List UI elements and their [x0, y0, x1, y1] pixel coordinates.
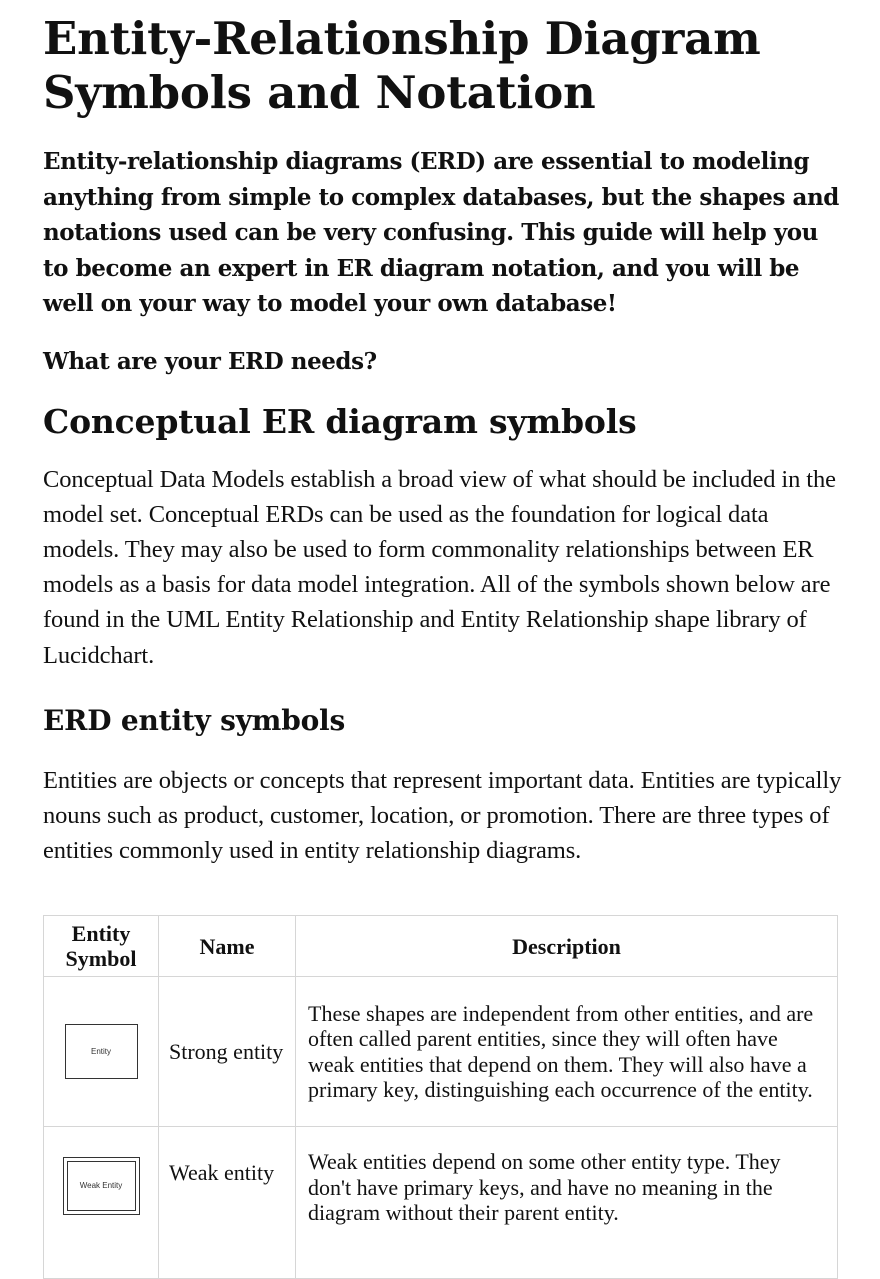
name-cell: Weak entity: [159, 1127, 296, 1279]
table-row: [44, 1127, 838, 1279]
conceptual-heading: Conceptual ER diagram symbols: [43, 401, 637, 441]
entity-symbols-paragraph: Entities are objects or concepts that represent important data. Entities are typically nouns such as product, customer, location, or promotion. There are three types of entities commonly used in entity relationship diagrams.: [43, 766, 842, 865]
table-row: [44, 977, 838, 1127]
weak-entity-inner-box: [67, 1161, 136, 1211]
strong-entity-shape-label: Entity: [90, 1046, 111, 1056]
conceptual-paragraph: Conceptual Data Models establish a broad view of what should be included in the model set. Conceptual ERDs can be used as the foundation for logical data models. They may also be used to form commonality relationships between ER models as a basis for data model integration. All of the symbols shown below are found in the UML Entity Relationship and Entity Relationship shape library of Lucidchart.: [43, 465, 836, 669]
header-description: Description: [296, 916, 838, 977]
symbol-cell: [44, 1127, 159, 1279]
entity-symbols-table: [43, 915, 838, 1279]
weak-entity-shape-label: Weak Entity: [79, 1181, 123, 1191]
name-cell: Strong entity: [159, 977, 296, 1127]
table-header-row: [44, 916, 838, 977]
intro-paragraph: Entity-relationship diagrams (ERD) are essential to modeling anything from simple to complex databases, but the shapes and notations used can be very confusing. This guide will help you to become an expert in ER diagram notation, and you will be well on your way to model your own database!: [43, 148, 839, 317]
page-title: Entity-Relationship Diagram Symbols and Notation: [43, 12, 761, 119]
article: [43, 0, 843, 868]
entity-symbols-heading: ERD entity symbols: [43, 703, 346, 737]
description-cell: These shapes are independent from other entities, and are often called parent entities, since they will often have weak entities that depend on them. They will also have a primary key, distinguishing each occurrence of the entity.: [296, 977, 838, 1127]
weak-entity-shape: [63, 1157, 140, 1215]
header-entity-symbol: Entity Symbol: [44, 916, 159, 977]
strong-entity-shape: [65, 1024, 138, 1079]
description-cell: Weak entities depend on some other entity type. They don't have primary keys, and have no meaning in the diagram without their parent entity.: [296, 1127, 838, 1279]
erd-needs-heading: What are your ERD needs?: [43, 347, 377, 375]
symbol-cell: [44, 977, 159, 1127]
header-name: Name: [159, 916, 296, 977]
